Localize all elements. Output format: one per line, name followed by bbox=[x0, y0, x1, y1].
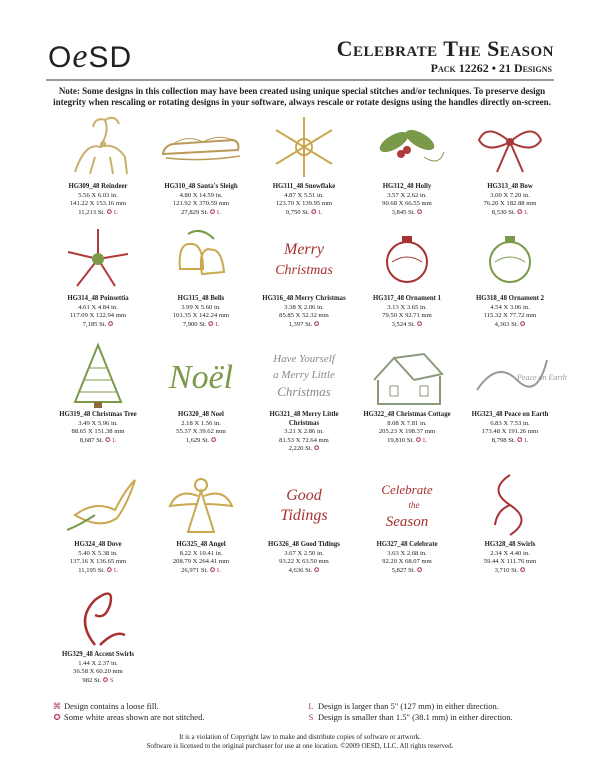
design-marks: ✪ L bbox=[517, 208, 529, 216]
design-name: HG328_48 Swirls bbox=[484, 541, 536, 548]
design-marks: ✪ bbox=[313, 320, 320, 328]
svg-text:Christmas: Christmas bbox=[275, 263, 333, 278]
design-stitches: 5,827 St. ✪ bbox=[391, 566, 423, 574]
design-marks: ✪ L bbox=[209, 566, 221, 574]
design-stitches: 982 St. ✪ S bbox=[82, 676, 114, 684]
design-name: HG325_48 Angel bbox=[176, 541, 226, 548]
ornament-icon bbox=[364, 224, 450, 294]
design-size-mm: 117.09 X 122.94 mm bbox=[70, 312, 126, 319]
bells-icon bbox=[158, 224, 244, 294]
merry-christmas-icon bbox=[261, 224, 347, 294]
design-name: HG309_48 Reindeer bbox=[68, 183, 128, 190]
design-marks: ✪ L bbox=[415, 436, 427, 444]
design-item bbox=[48, 224, 148, 329]
peace-on-earth-icon bbox=[467, 340, 567, 410]
design-stitches: 1,629 St. ✪ bbox=[185, 436, 217, 444]
design-name: HG326_48 Good Tidings bbox=[268, 541, 340, 548]
design-item bbox=[357, 224, 457, 329]
svg-text:Noël: Noël bbox=[168, 359, 234, 396]
svg-text:Season: Season bbox=[385, 514, 429, 530]
design-name: HG323_48 Peace on Earth bbox=[471, 411, 549, 418]
design-size-in: 3.57 X 2.62 in. bbox=[387, 191, 427, 199]
svg-text:Good: Good bbox=[286, 487, 322, 504]
large-size-icon: L bbox=[308, 701, 314, 711]
design-item bbox=[254, 340, 354, 454]
design-item bbox=[48, 580, 148, 685]
design-size-mm: 121.92 X 370.59 mm bbox=[172, 200, 230, 207]
design-size-in: 3.38 X 2.06 in. bbox=[284, 303, 324, 311]
svg-text:Merry: Merry bbox=[284, 241, 324, 258]
design-size-in: 3.63 X 2.68 in. bbox=[387, 549, 427, 557]
design-item bbox=[151, 224, 251, 329]
white-area-icon: ✪ bbox=[53, 712, 61, 722]
page-title: Celebrate The Season bbox=[336, 36, 554, 61]
design-stitches: 3,710 St. ✪ bbox=[494, 566, 526, 574]
design-item bbox=[151, 112, 251, 217]
design-marks: ✪ S bbox=[102, 676, 114, 684]
good-tidings-icon bbox=[261, 470, 347, 540]
design-size-in: 2.18 X 1.56 in. bbox=[181, 419, 221, 427]
design-stitches: 27,829 St. ✪ L bbox=[181, 208, 221, 216]
svg-text:Peace on Earth: Peace on Earth bbox=[517, 373, 567, 382]
holly-icon bbox=[364, 112, 450, 182]
design-size-mm: 55.37 X 39.62 mm bbox=[176, 428, 226, 435]
legend-smaller: Design is smaller than 1.5" (38.1 mm) in either direction. bbox=[318, 712, 513, 722]
svg-text:Celebrate: Celebrate bbox=[381, 482, 433, 497]
script-text-icon bbox=[261, 340, 347, 410]
design-size-mm: 76.20 X 182.88 mm bbox=[483, 200, 537, 207]
design-size-in: 3.00 X 7.20 in. bbox=[490, 191, 530, 199]
swirls-icon bbox=[467, 470, 553, 540]
bow-icon bbox=[467, 112, 553, 182]
design-stitches: 11,195 St. ✪ L bbox=[78, 566, 118, 574]
design-size-mm: 36.58 X 60.20 mm bbox=[73, 668, 123, 675]
design-size-in: 4.80 X 14.59 in. bbox=[179, 191, 223, 199]
design-size-in: 8.08 X 7.81 in. bbox=[387, 419, 427, 427]
design-size-mm: 115.32 X 77.72 mm bbox=[483, 312, 537, 319]
design-size-mm: 208.79 X 264.41 mm bbox=[172, 558, 230, 565]
design-stitches: 26,971 St. ✪ L bbox=[181, 566, 221, 574]
design-item bbox=[151, 470, 251, 575]
design-marks: ✪ bbox=[519, 566, 526, 574]
design-name: HG320_48 Noel bbox=[178, 411, 224, 418]
design-size-in: 3.67 X 2.50 in. bbox=[284, 549, 324, 557]
design-size-mm: 141.22 X 153.16 mm bbox=[69, 200, 127, 207]
design-marks: ✪ bbox=[107, 320, 114, 328]
legend-loose-fill: Design contains a loose fill. bbox=[64, 701, 159, 711]
design-marks: ✪ L bbox=[209, 208, 221, 216]
design-size-in: 4.87 X 5.51 in. bbox=[284, 191, 324, 199]
design-size-in: 5.56 X 6.03 in. bbox=[78, 191, 118, 199]
design-marks: ✪ bbox=[210, 436, 217, 444]
design-item bbox=[460, 470, 560, 575]
loose-fill-icon: ⌘ bbox=[52, 701, 62, 711]
design-stitches: 9,750 St. ✪ L bbox=[285, 208, 323, 216]
reindeer-icon bbox=[55, 112, 141, 182]
design-name: HG312_48 Holly bbox=[382, 183, 432, 190]
design-item bbox=[48, 340, 148, 445]
poinsettia-icon bbox=[55, 224, 141, 294]
design-name: HG329_48 Accent Swirls bbox=[61, 651, 135, 658]
design-stitches: 4,636 St. ✪ bbox=[288, 566, 320, 574]
svg-text:Christmas: Christmas bbox=[277, 384, 331, 399]
design-size-in: 5.40 X 5.38 in. bbox=[78, 549, 118, 557]
design-stitches: 8,530 St. ✪ L bbox=[491, 208, 529, 216]
legend-right bbox=[304, 701, 513, 723]
design-marks: ✪ bbox=[416, 208, 423, 216]
design-name: HG319_48 Christmas Tree bbox=[59, 411, 137, 418]
design-item bbox=[151, 340, 251, 445]
design-stitches: 7,185 St. ✪ bbox=[82, 320, 114, 328]
design-marks: ✪ L bbox=[208, 320, 220, 328]
design-name: HG322_48 Christmas Cottage bbox=[363, 411, 451, 418]
design-marks: ✪ L bbox=[106, 208, 118, 216]
design-name: HG315_48 Bells bbox=[177, 295, 225, 302]
design-note: Note: Some designs in this collection may have been created using unique special stitches and/or techniques. To preserve design integrity when rescaling or rotating designs in your software, always rescale or rotate designs using the handles directly on-screen. bbox=[53, 86, 551, 107]
design-name: HG318_48 Ornament 2 bbox=[476, 295, 544, 302]
noel-icon bbox=[158, 340, 244, 410]
celebrate-icon bbox=[364, 470, 450, 540]
design-stitches: 8,687 St. ✪ L bbox=[79, 436, 117, 444]
design-name: HG316_48 Merry Christmas bbox=[262, 295, 346, 302]
design-name: HG327_48 Celebrate bbox=[376, 541, 438, 548]
design-stitches: 4,363 St. ✪ bbox=[494, 320, 526, 328]
tree-icon bbox=[55, 340, 141, 410]
license-notice: Software is licensed to the original purchaser for use at one location. ©2009 OESD, LLC. All rights reserved. bbox=[146, 742, 454, 750]
design-stitches: 19,810 St. ✪ L bbox=[387, 436, 427, 444]
design-size-mm: 137.16 X 136.65 mm bbox=[69, 558, 127, 565]
cottage-icon bbox=[364, 340, 450, 410]
design-item bbox=[48, 112, 148, 217]
design-item bbox=[254, 112, 354, 217]
design-size-mm: 173.48 X 191.26 mm bbox=[481, 428, 539, 435]
design-size-mm: 93.22 X 63.50 mm bbox=[279, 558, 329, 565]
design-size-in: 6.83 X 7.53 in. bbox=[490, 419, 530, 427]
design-stitches: 8,798 St. ✪ L bbox=[491, 436, 529, 444]
design-size-mm: 59.44 X 111.76 mm bbox=[483, 558, 537, 565]
design-item bbox=[460, 340, 567, 445]
design-size-mm: 85.85 X 52.32 mm bbox=[279, 312, 329, 319]
design-size-in: 4.54 X 3.06 in. bbox=[490, 303, 530, 311]
header-divider bbox=[46, 79, 554, 81]
design-size-mm: 79.50 X 92.71 mm bbox=[382, 312, 432, 319]
design-marks: ✪ bbox=[416, 320, 423, 328]
design-stitches: 1,397 St. ✪ bbox=[288, 320, 320, 328]
design-size-in: 2.34 X 4.40 in. bbox=[490, 549, 530, 557]
legend-white-areas: Some white areas shown are not stitched. bbox=[64, 712, 205, 722]
design-stitches: 7,900 St. ✪ L bbox=[182, 320, 220, 328]
design-name: HG310_48 Santa's Sleigh bbox=[164, 183, 238, 190]
design-name: HG321_48 Merry Little Christmas bbox=[269, 411, 339, 427]
design-name: HG324_48 Dove bbox=[74, 541, 122, 548]
design-name: HG311_48 Snowflake bbox=[272, 183, 336, 190]
design-marks: ✪ L bbox=[106, 566, 118, 574]
design-size-mm: 81.53 X 72.64 mm bbox=[279, 436, 329, 444]
page-footer bbox=[0, 733, 600, 751]
design-size-mm: 123.70 X 139.95 mm bbox=[275, 200, 333, 207]
design-marks: ✪ L bbox=[105, 436, 117, 444]
design-size-in: 1.44 X 2.37 in. bbox=[78, 659, 118, 667]
design-name: HG317_48 Ornament 1 bbox=[373, 295, 441, 302]
design-item bbox=[357, 470, 457, 575]
design-name: HG313_48 Bow bbox=[487, 183, 533, 190]
design-size-mm: 88.65 X 151.38 mm bbox=[71, 428, 125, 435]
design-stitches: 3,845 St. ✪ bbox=[391, 208, 423, 216]
design-marks: ✪ L bbox=[311, 208, 323, 216]
design-stitches: 11,213 St. ✪ L bbox=[78, 208, 118, 216]
svg-text:the: the bbox=[408, 500, 420, 510]
svg-text:Tidings: Tidings bbox=[280, 507, 328, 524]
design-marks: ✪ bbox=[519, 320, 526, 328]
design-size-in: 8.22 X 10.41 in. bbox=[179, 549, 223, 557]
design-stitches: 2,220 St. ✪ bbox=[288, 445, 320, 452]
small-size-icon: S bbox=[308, 712, 314, 722]
design-item bbox=[460, 112, 560, 217]
design-item bbox=[48, 470, 148, 575]
design-item bbox=[254, 470, 354, 575]
ornament-icon bbox=[467, 224, 553, 294]
design-size-mm: 205.23 X 198.37 mm bbox=[378, 428, 436, 435]
snowflake-icon bbox=[261, 112, 347, 182]
copyright-notice: It is a violation of Copyright law to make and distribute copies of software or artwork. bbox=[179, 733, 421, 741]
design-marks: ✪ bbox=[313, 566, 320, 574]
sleigh-icon bbox=[158, 112, 244, 182]
design-size-in: 3.21 X 2.86 in. bbox=[284, 428, 324, 435]
accent-swirls-icon bbox=[55, 580, 141, 650]
design-size-in: 3.13 X 3.65 in. bbox=[387, 303, 427, 311]
design-marks: ✪ bbox=[313, 445, 320, 452]
angel-icon bbox=[158, 470, 244, 540]
design-marks: ✪ L bbox=[517, 436, 529, 444]
legend-larger: Design is larger than 5" (127 mm) in either direction. bbox=[318, 701, 499, 711]
design-stitches: 3,524 St. ✪ bbox=[391, 320, 423, 328]
design-name: HG314_48 Poinsettia bbox=[67, 295, 129, 302]
design-size-in: 3.99 X 5.60 in. bbox=[181, 303, 221, 311]
page-header bbox=[0, 0, 600, 78]
design-size-in: 4.61 X 4.84 in. bbox=[78, 303, 118, 311]
design-item bbox=[460, 224, 560, 329]
design-size-mm: 101.35 X 142.24 mm bbox=[172, 312, 230, 319]
design-item bbox=[357, 340, 457, 445]
design-marks: ✪ bbox=[416, 566, 423, 574]
design-size-in: 3.49 X 5.96 in. bbox=[78, 419, 118, 427]
legend-left bbox=[50, 701, 204, 723]
oesd-logo: OeSD bbox=[48, 38, 133, 75]
design-item bbox=[357, 112, 457, 217]
design-size-mm: 92.20 X 68.07 mm bbox=[382, 558, 432, 565]
design-item bbox=[254, 224, 354, 329]
svg-text:Have Yourself: Have Yourself bbox=[273, 353, 335, 365]
svg-text:a Merry Little: a Merry Little bbox=[273, 369, 335, 381]
dove-icon bbox=[55, 470, 141, 540]
design-size-mm: 90.68 X 66.55 mm bbox=[382, 200, 432, 207]
page-subtitle: Pack 12262 • 21 Designs bbox=[430, 61, 552, 75]
